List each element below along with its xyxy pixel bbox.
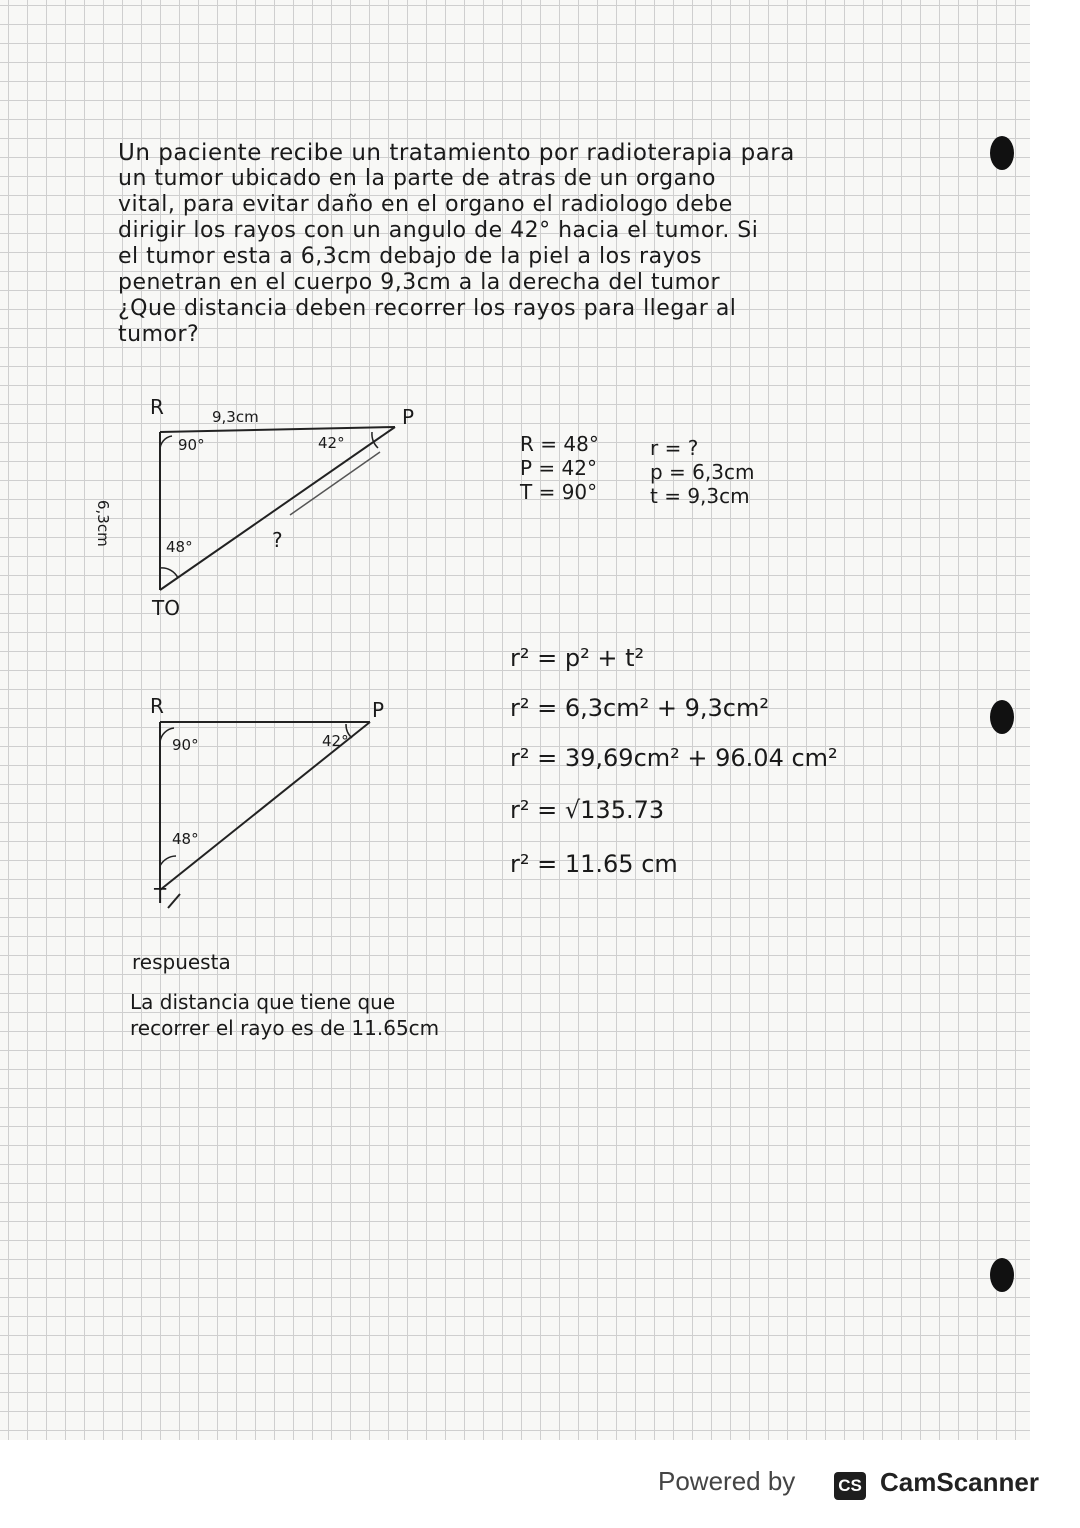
solution-step-formula: r² = p² + t² bbox=[510, 644, 645, 672]
given-side-r: r = ? bbox=[650, 436, 699, 460]
triangle1-left-side-label: 6,3cm bbox=[94, 500, 112, 547]
camscanner-footer bbox=[0, 1440, 1080, 1528]
triangle2-vertex-t: T bbox=[154, 884, 167, 908]
problem-line: ¿Que distancia deben recorrer los rayos para llegar al bbox=[118, 296, 737, 321]
triangle1-right-angle-mark bbox=[160, 436, 172, 450]
problem-line: dirigir los rayos con un angulo de 42° hacia el tumor. Si bbox=[118, 218, 759, 243]
triangle1-top-side bbox=[160, 427, 395, 432]
camscanner-brand-text: CamScanner bbox=[880, 1467, 1039, 1497]
triangle1-vertex-p: P bbox=[402, 405, 415, 429]
triangle2-angle-48-label: 48° bbox=[172, 830, 199, 848]
triangle2-angle-42-label: 42° bbox=[322, 732, 349, 750]
answer-line-1: La distancia que tiene que bbox=[130, 990, 396, 1014]
powered-by-text: Powered by bbox=[658, 1466, 796, 1496]
problem-line: un tumor ubicado en la parte de atras de un organo bbox=[118, 166, 717, 191]
problem-line: penetran en el cuerpo 9,3cm a la derecha del tumor bbox=[118, 270, 721, 295]
solution-step-squares: r² = 39,69cm² + 96.04 cm² bbox=[510, 744, 838, 772]
triangle1-right-angle-label: 90° bbox=[178, 436, 205, 454]
solution-step-substitution: r² = 6,3cm² + 9,3cm² bbox=[510, 694, 769, 722]
solution-step-result: r² = 11.65 cm bbox=[510, 850, 678, 878]
triangle2-vertex-tick bbox=[168, 894, 180, 908]
given-angle-t: T = 90° bbox=[520, 480, 598, 504]
triangle2-vertex-p: P bbox=[372, 698, 385, 722]
triangle2-right-angle-label: 90° bbox=[172, 736, 199, 754]
solution-step-root: r² = √135.73 bbox=[510, 796, 665, 824]
given-side-p: p = 6,3cm bbox=[650, 460, 755, 484]
triangle1-angle-42-label: 42° bbox=[318, 434, 345, 452]
problem-line: Un paciente recibe un tratamiento por radioterapia para bbox=[118, 140, 795, 166]
problem-line: vital, para evitar daño en el organo el radiologo debe bbox=[118, 192, 733, 217]
camscanner-logo-icon: CS bbox=[834, 1472, 866, 1500]
given-side-t: t = 9,3cm bbox=[650, 484, 750, 508]
triangle1-angle-48-label: 48° bbox=[166, 538, 193, 556]
answer-heading: respuesta bbox=[132, 950, 231, 974]
triangle2-vertex-r: R bbox=[150, 694, 164, 718]
given-angle-r: R = 48° bbox=[520, 432, 599, 456]
triangle2-angle-mark-bottom bbox=[160, 856, 176, 866]
answer-line-2: recorrer el rayo es de 11.65cm bbox=[130, 1016, 440, 1040]
triangle1-hypotenuse-shade bbox=[290, 452, 380, 515]
given-angle-p: P = 42° bbox=[520, 456, 597, 480]
triangle1-angle-mark-bottom bbox=[160, 568, 178, 578]
problem-line: tumor? bbox=[118, 322, 200, 347]
triangle1-hypotenuse-label: ? bbox=[272, 528, 283, 552]
problem-line: el tumor esta a 6,3cm debajo de la piel a los rayos bbox=[118, 244, 702, 269]
triangle1-vertex-r: R bbox=[150, 395, 164, 419]
triangle1-top-side-label: 9,3cm bbox=[212, 408, 259, 426]
triangle1-vertex-to: TO bbox=[152, 596, 180, 620]
